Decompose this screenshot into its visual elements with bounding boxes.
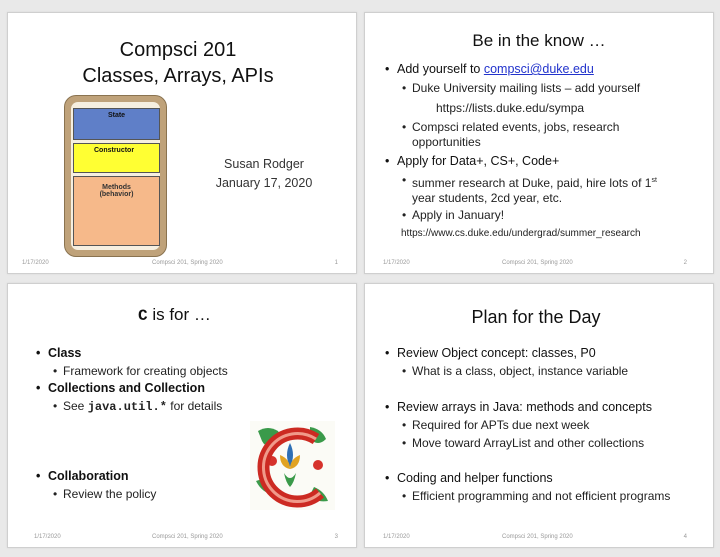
sub-bullet: • summer research at Duke, paid, hire lots of 1st year students, 2cd year, etc. bbox=[402, 173, 657, 205]
bullet: • Collaboration bbox=[36, 469, 129, 483]
footer-date: 1/17/2020 bbox=[34, 534, 61, 540]
bullet: • Review arrays in Java: methods and concepts bbox=[385, 400, 652, 414]
footer-date: 1/17/2020 bbox=[383, 260, 410, 266]
email-link[interactable]: compsci@duke.edu bbox=[483, 62, 594, 76]
mailing-list-url: https://lists.duke.edu/sympa bbox=[436, 101, 585, 115]
footer-course: Compsci 201, Spring 2020 bbox=[502, 260, 573, 266]
author-block bbox=[204, 155, 324, 193]
slide-title: C is for … bbox=[138, 305, 211, 325]
decorative-c-illustration bbox=[250, 421, 335, 510]
slide-title: Be in the know … bbox=[472, 31, 606, 50]
author: Susan Rodger bbox=[224, 157, 304, 171]
sub-bullet: • Framework for creating objects bbox=[53, 364, 228, 378]
constructor-box: Constructor bbox=[73, 143, 160, 173]
bullet: • Collections and Collection bbox=[36, 381, 205, 395]
sub-bullet: • Review the policy bbox=[53, 487, 157, 501]
slide-2[interactable] bbox=[364, 12, 714, 274]
summer-research-url: https://www.cs.duke.edu/undergrad/summer_research bbox=[401, 228, 641, 239]
sub-bullet: • Duke University mailing lists – add yourself bbox=[402, 81, 641, 95]
footer-course: Compsci 201, Spring 2020 bbox=[502, 534, 573, 540]
sub-bullet: • What is a class, object, instance variable bbox=[402, 364, 629, 378]
footer-course: Compsci 201, Spring 2020 bbox=[152, 260, 223, 266]
class-diagram bbox=[64, 95, 167, 257]
bullet: • Coding and helper functions bbox=[385, 471, 553, 485]
bullet: • Add yourself to compsci@duke.edu bbox=[385, 62, 594, 76]
slide-4[interactable] bbox=[364, 283, 714, 548]
slide-title: Plan for the Day bbox=[471, 307, 601, 327]
slide-3[interactable] bbox=[7, 283, 357, 548]
bullet: • Review Object concept: classes, P0 bbox=[385, 346, 596, 360]
sub-bullet: • See java.util.* for details bbox=[53, 399, 223, 414]
methods-box: Methods (behavior) bbox=[73, 176, 160, 246]
footer-page: 3 bbox=[334, 534, 338, 540]
footer-page: 1 bbox=[334, 260, 338, 266]
bullet: • Apply for Data+, CS+, Code+ bbox=[385, 154, 560, 168]
sub-bullet: • Efficient programming and not efficient programs bbox=[402, 489, 671, 503]
date: January 17, 2020 bbox=[215, 176, 313, 190]
slide-1[interactable] bbox=[7, 12, 357, 274]
footer-date: 1/17/2020 bbox=[22, 260, 49, 266]
footer-course: Compsci 201, Spring 2020 bbox=[152, 534, 223, 540]
sub-bullet: • Apply in January! bbox=[402, 208, 505, 222]
sub-bullet: • Move toward ArrayList and other collections bbox=[402, 436, 645, 450]
slide-title: Compsci 201 Classes, Arrays, APIs bbox=[82, 39, 274, 87]
sub-bullet: • Required for APTs due next week bbox=[402, 418, 590, 432]
footer-page: 2 bbox=[683, 260, 687, 266]
footer-date: 1/17/2020 bbox=[383, 534, 410, 540]
footer-page: 4 bbox=[683, 534, 687, 540]
sub-bullet: • Compsci related events, jobs, research opportunities bbox=[402, 120, 620, 149]
state-box: State bbox=[73, 108, 160, 140]
bullet: • Class bbox=[36, 346, 82, 360]
